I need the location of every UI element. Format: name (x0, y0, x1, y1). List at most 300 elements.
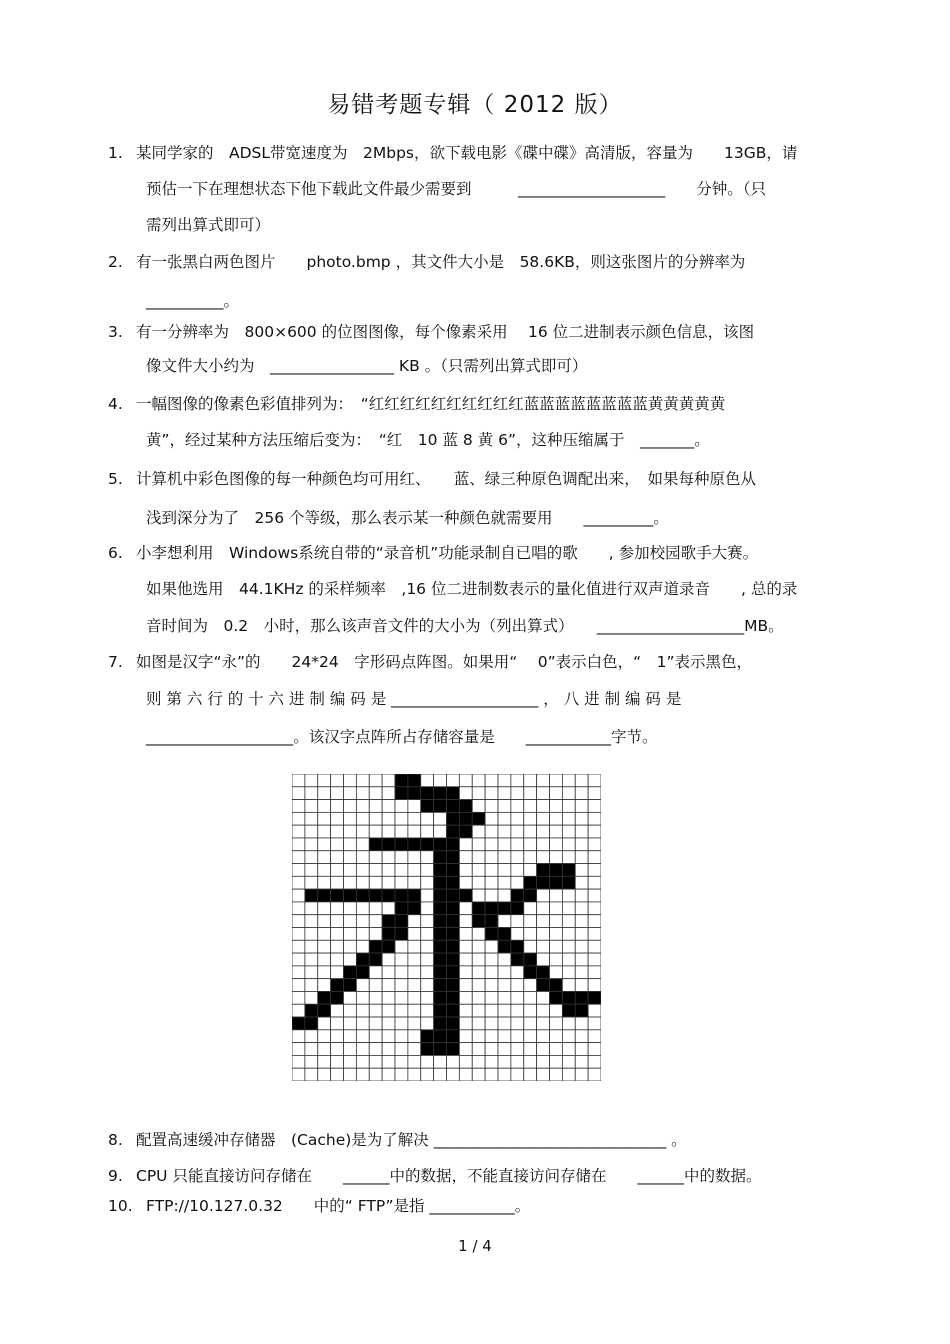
bitmap-cell-empty (537, 1017, 550, 1030)
bitmap-cell-empty (292, 1055, 305, 1068)
bitmap-cell-filled (485, 928, 498, 941)
bitmap-cell-empty (472, 876, 485, 889)
bitmap-svg (292, 774, 601, 1081)
bitmap-cell-empty (305, 966, 318, 979)
bitmap-cell-filled (472, 915, 485, 928)
bitmap-cell-empty (459, 928, 472, 941)
bitmap-cell-empty (369, 1068, 382, 1081)
bitmap-cell-empty (575, 966, 588, 979)
bitmap-cell-empty (562, 812, 575, 825)
bitmap-cell-filled (447, 851, 460, 864)
bitmap-cell-filled (537, 876, 550, 889)
bitmap-cell-empty (550, 851, 563, 864)
bitmap-cell-empty (550, 966, 563, 979)
bitmap-cell-empty (524, 1017, 537, 1030)
bitmap-cell-empty (588, 1043, 601, 1056)
bitmap-cell-empty (408, 1004, 421, 1017)
bitmap-cell-empty (485, 787, 498, 800)
bitmap-cell-empty (575, 774, 588, 787)
bitmap-cell-filled (421, 787, 434, 800)
bitmap-cell-filled (447, 812, 460, 825)
bitmap-cell-empty (382, 851, 395, 864)
bitmap-cell-empty (408, 825, 421, 838)
bitmap-cell-empty (356, 1055, 369, 1068)
bitmap-cell-empty (369, 979, 382, 992)
bitmap-cell-empty (459, 1043, 472, 1056)
bitmap-cell-empty (305, 915, 318, 928)
bitmap-cell-filled (395, 915, 408, 928)
bitmap-cell-empty (575, 953, 588, 966)
bitmap-cell-empty (421, 851, 434, 864)
bitmap-cell-empty (292, 825, 305, 838)
bitmap-cell-empty (356, 1043, 369, 1056)
bitmap-cell-empty (408, 1055, 421, 1068)
bitmap-cell-empty (524, 915, 537, 928)
bitmap-cell-empty (421, 889, 434, 902)
bitmap-cell-empty (408, 991, 421, 1004)
bitmap-cell-empty (485, 838, 498, 851)
bitmap-cell-empty (369, 851, 382, 864)
bitmap-cell-empty (408, 876, 421, 889)
bitmap-cell-empty (344, 1004, 357, 1017)
bitmap-cell-empty (369, 864, 382, 877)
question-text: 像文件大小约为 ________________ KB 。（只需列出算式即可） (146, 357, 588, 375)
bitmap-cell-empty (331, 1017, 344, 1030)
bitmap-cell-filled (447, 966, 460, 979)
bitmap-cell-empty (562, 851, 575, 864)
bitmap-cell-empty (562, 838, 575, 851)
bitmap-cell-empty (537, 991, 550, 1004)
bitmap-cell-empty (318, 876, 331, 889)
bitmap-cell-empty (511, 774, 524, 787)
bitmap-cell-filled (562, 864, 575, 877)
bitmap-cell-empty (331, 1055, 344, 1068)
bitmap-cell-filled (562, 991, 575, 1004)
question-number: 5. (108, 470, 123, 488)
bitmap-cell-empty (575, 928, 588, 941)
bitmap-cell-empty (472, 1068, 485, 1081)
bitmap-cell-filled (485, 915, 498, 928)
bitmap-cell-filled (550, 876, 563, 889)
question-text: 黄”，经过某种方法压缩后变为： “红 10 蓝 8 黄 6”，这种压缩属于 _______。 (146, 431, 710, 449)
bitmap-cell-empty (382, 966, 395, 979)
bitmap-cell-empty (498, 1017, 511, 1030)
bitmap-cell-empty (524, 1043, 537, 1056)
bitmap-cell-empty (524, 1030, 537, 1043)
bitmap-cell-empty (550, 1017, 563, 1030)
bitmap-cell-filled (511, 889, 524, 902)
bitmap-cell-filled (485, 902, 498, 915)
bitmap-cell-empty (562, 928, 575, 941)
bitmap-cell-empty (318, 1017, 331, 1030)
bitmap-cell-empty (331, 825, 344, 838)
bitmap-cell-empty (498, 876, 511, 889)
bitmap-cell-empty (459, 915, 472, 928)
bitmap-cell-empty (292, 838, 305, 851)
bitmap-cell-empty (524, 787, 537, 800)
bitmap-cell-empty (344, 1043, 357, 1056)
bitmap-cell-empty (369, 825, 382, 838)
bitmap-cell-empty (356, 825, 369, 838)
bitmap-cell-empty (395, 966, 408, 979)
bitmap-cell-empty (498, 1043, 511, 1056)
bitmap-cell-empty (459, 1004, 472, 1017)
bitmap-cell-empty (369, 876, 382, 889)
bitmap-cell-filled (447, 825, 460, 838)
bitmap-cell-empty (459, 966, 472, 979)
bitmap-cell-empty (550, 1068, 563, 1081)
bitmap-cell-empty (369, 966, 382, 979)
bitmap-cell-empty (382, 812, 395, 825)
bitmap-cell-empty (537, 928, 550, 941)
bitmap-cell-empty (485, 979, 498, 992)
document-title: 易错考题专辑（ 2012 版） (327, 92, 623, 118)
bitmap-cell-empty (511, 991, 524, 1004)
page-number: 1 / 4 (458, 1237, 492, 1255)
bitmap-cell-empty (331, 953, 344, 966)
bitmap-cell-empty (369, 991, 382, 1004)
bitmap-cell-empty (472, 1030, 485, 1043)
bitmap-cell-empty (562, 940, 575, 953)
bitmap-cell-filled (434, 889, 447, 902)
bitmap-cell-empty (292, 1030, 305, 1043)
bitmap-cell-filled (421, 838, 434, 851)
bitmap-cell-empty (356, 1004, 369, 1017)
question-number: 6. (108, 544, 123, 562)
bitmap-cell-empty (575, 1030, 588, 1043)
bitmap-cell-filled (408, 902, 421, 915)
bitmap-cell-empty (331, 1043, 344, 1056)
bitmap-cell-filled (434, 851, 447, 864)
bitmap-cell-empty (395, 800, 408, 813)
bitmap-cell-empty (588, 876, 601, 889)
bitmap-cell-filled (434, 966, 447, 979)
bitmap-cell-filled (447, 979, 460, 992)
bitmap-cell-empty (395, 1055, 408, 1068)
bitmap-cell-filled (382, 838, 395, 851)
bitmap-cell-empty (318, 838, 331, 851)
bitmap-cell-empty (550, 902, 563, 915)
bitmap-cell-empty (331, 800, 344, 813)
bitmap-cell-empty (421, 928, 434, 941)
bitmap-cell-empty (575, 812, 588, 825)
bitmap-cell-empty (331, 902, 344, 915)
bitmap-cell-empty (421, 915, 434, 928)
bitmap-cell-empty (421, 953, 434, 966)
bitmap-cell-empty (575, 800, 588, 813)
bitmap-cell-filled (434, 876, 447, 889)
bitmap-cell-empty (459, 864, 472, 877)
question-text: __________。 (146, 292, 240, 310)
bitmap-cell-empty (588, 1068, 601, 1081)
bitmap-cell-empty (421, 864, 434, 877)
bitmap-cell-empty (459, 876, 472, 889)
bitmap-cell-empty (459, 902, 472, 915)
bitmap-cell-filled (447, 864, 460, 877)
bitmap-cell-empty (369, 928, 382, 941)
bitmap-cell-empty (575, 915, 588, 928)
bitmap-cell-filled (344, 889, 357, 902)
bitmap-cell-empty (537, 1055, 550, 1068)
question-text: 如果他选用 44.1KHz 的采样频率 ,16 位二进制数表示的量化值进行双声道录音 , 总的录 (146, 580, 798, 598)
bitmap-cell-empty (331, 928, 344, 941)
bitmap-cell-empty (537, 940, 550, 953)
bitmap-cell-filled (434, 953, 447, 966)
bitmap-cell-empty (562, 1055, 575, 1068)
bitmap-cell-empty (524, 940, 537, 953)
bitmap-cell-filled (562, 876, 575, 889)
bitmap-cell-empty (524, 1055, 537, 1068)
bitmap-cell-filled (395, 787, 408, 800)
bitmap-cell-filled (447, 1004, 460, 1017)
bitmap-cell-empty (472, 940, 485, 953)
bitmap-cell-empty (588, 864, 601, 877)
bitmap-cell-filled (434, 838, 447, 851)
bitmap-cell-empty (575, 1055, 588, 1068)
bitmap-cell-empty (498, 889, 511, 902)
bitmap-cell-empty (550, 774, 563, 787)
bitmap-cell-empty (588, 800, 601, 813)
bitmap-cell-empty (318, 928, 331, 941)
bitmap-cell-filled (447, 838, 460, 851)
bitmap-cell-filled (472, 812, 485, 825)
bitmap-cell-empty (382, 864, 395, 877)
question-number: 10. (108, 1197, 133, 1215)
bitmap-cell-empty (382, 1030, 395, 1043)
bitmap-cell-empty (421, 1055, 434, 1068)
bitmap-cell-filled (434, 991, 447, 1004)
bitmap-cell-empty (318, 902, 331, 915)
bitmap-cell-empty (472, 966, 485, 979)
bitmap-cell-filled (550, 864, 563, 877)
bitmap-cell-empty (356, 979, 369, 992)
bitmap-cell-empty (472, 979, 485, 992)
question-text: 配置高速缓冲存储器 (Cache)是为了解决 ______________________________ 。 (136, 1131, 687, 1149)
bitmap-cell-empty (550, 787, 563, 800)
bitmap-cell-empty (421, 876, 434, 889)
bitmap-cell-empty (331, 787, 344, 800)
bitmap-cell-empty (382, 1017, 395, 1030)
bitmap-cell-empty (421, 902, 434, 915)
bitmap-cell-empty (498, 864, 511, 877)
bitmap-cell-empty (498, 812, 511, 825)
bitmap-cell-empty (292, 1004, 305, 1017)
bitmap-cell-empty (395, 979, 408, 992)
bitmap-cell-empty (369, 915, 382, 928)
bitmap-cell-empty (369, 800, 382, 813)
bitmap-cell-empty (292, 915, 305, 928)
bitmap-cell-empty (472, 787, 485, 800)
bitmap-cell-empty (562, 1017, 575, 1030)
question-number: 9. (108, 1167, 123, 1185)
question-number: 8. (108, 1131, 123, 1149)
bitmap-cell-empty (421, 966, 434, 979)
bitmap-cell-empty (537, 774, 550, 787)
bitmap-cell-filled (434, 915, 447, 928)
bitmap-cell-filled (498, 902, 511, 915)
bitmap-cell-empty (575, 825, 588, 838)
bitmap-cell-empty (344, 1055, 357, 1068)
bitmap-cell-empty (498, 1055, 511, 1068)
bitmap-cell-empty (472, 838, 485, 851)
bitmap-cell-empty (562, 800, 575, 813)
bitmap-cell-empty (588, 774, 601, 787)
bitmap-cell-filled (356, 966, 369, 979)
bitmap-cell-empty (562, 915, 575, 928)
question-text: 则 第 六 行 的 十 六 进 制 编 码 是 ___________________ ， 八 进 制 编 码 是 (146, 690, 682, 708)
bitmap-cell-empty (356, 838, 369, 851)
bitmap-cell-empty (331, 851, 344, 864)
bitmap-cell-empty (331, 1068, 344, 1081)
bitmap-cell-empty (421, 979, 434, 992)
bitmap-cell-filled (408, 787, 421, 800)
bitmap-cell-empty (369, 1055, 382, 1068)
bitmap-cell-empty (498, 1004, 511, 1017)
bitmap-cell-empty (537, 889, 550, 902)
bitmap-cell-empty (318, 825, 331, 838)
bitmap-cell-empty (472, 1043, 485, 1056)
bitmap-cell-empty (331, 812, 344, 825)
question-text: 需列出算式即可） (146, 216, 271, 234)
bitmap-cell-empty (292, 940, 305, 953)
bitmap-cell-filled (421, 1030, 434, 1043)
bitmap-cell-empty (511, 838, 524, 851)
bitmap-cell-empty (344, 902, 357, 915)
bitmap-cell-empty (575, 979, 588, 992)
bitmap-cell-empty (344, 787, 357, 800)
bitmap-cell-filled (524, 889, 537, 902)
bitmap-cell-empty (434, 825, 447, 838)
bitmap-cell-empty (485, 991, 498, 1004)
bitmap-cell-empty (524, 1068, 537, 1081)
bitmap-cell-empty (408, 979, 421, 992)
bitmap-cell-filled (537, 966, 550, 979)
bitmap-cell-empty (395, 825, 408, 838)
bitmap-cell-empty (395, 1017, 408, 1030)
bitmap-cell-empty (511, 800, 524, 813)
question-text: ___________________。该汉字点阵所占存储容量是 ___________字节。 (146, 728, 658, 746)
bitmap-cell-empty (382, 787, 395, 800)
bitmap-cell-empty (369, 1004, 382, 1017)
bitmap-cell-filled (292, 1017, 305, 1030)
bitmap-cell-filled (447, 1043, 460, 1056)
bitmap-cell-filled (434, 1030, 447, 1043)
bitmap-cell-filled (434, 928, 447, 941)
bitmap-cell-empty (588, 838, 601, 851)
bitmap-cell-empty (382, 991, 395, 1004)
bitmap-cell-empty (472, 800, 485, 813)
bitmap-cell-empty (485, 889, 498, 902)
bitmap-cell-empty (588, 787, 601, 800)
bitmap-cell-empty (344, 940, 357, 953)
bitmap-cell-empty (562, 979, 575, 992)
bitmap-cell-empty (318, 1055, 331, 1068)
bitmap-cell-filled (588, 991, 601, 1004)
bitmap-cell-empty (511, 1043, 524, 1056)
bitmap-cell-empty (562, 1043, 575, 1056)
bitmap-cell-filled (434, 787, 447, 800)
bitmap-cell-empty (575, 902, 588, 915)
bitmap-cell-empty (408, 940, 421, 953)
bitmap-cell-empty (395, 991, 408, 1004)
bitmap-cell-empty (562, 825, 575, 838)
bitmap-cell-empty (421, 812, 434, 825)
bitmap-cell-empty (472, 928, 485, 941)
question-text: CPU 只能直接访问存储在 ______中的数据，不能直接访问存储在 ______中的数据。 (136, 1167, 762, 1185)
bitmap-cell-empty (292, 953, 305, 966)
bitmap-cell-empty (498, 966, 511, 979)
bitmap-cell-empty (369, 774, 382, 787)
bitmap-cell-filled (305, 1017, 318, 1030)
bitmap-cell-empty (562, 966, 575, 979)
question-text: 有一分辨率为 800×600 的位图图像，每个像素采用 16 位二进制表示颜色信息，该图 (136, 323, 755, 341)
bitmap-cell-empty (498, 825, 511, 838)
bitmap-cell-empty (331, 774, 344, 787)
bitmap-cell-filled (434, 864, 447, 877)
bitmap-cell-empty (537, 851, 550, 864)
bitmap-cell-filled (305, 1004, 318, 1017)
bitmap-cell-empty (356, 1068, 369, 1081)
bitmap-cell-empty (395, 953, 408, 966)
bitmap-cell-empty (588, 889, 601, 902)
bitmap-cell-empty (305, 1055, 318, 1068)
bitmap-cell-empty (550, 953, 563, 966)
bitmap-cell-empty (447, 1055, 460, 1068)
bitmap-cell-empty (344, 928, 357, 941)
bitmap-cell-empty (421, 940, 434, 953)
bitmap-cell-empty (356, 902, 369, 915)
bitmap-cell-empty (344, 991, 357, 1004)
bitmap-cell-empty (459, 838, 472, 851)
bitmap-cell-empty (537, 1004, 550, 1017)
bitmap-cell-empty (498, 774, 511, 787)
bitmap-cell-empty (498, 991, 511, 1004)
bitmap-cell-empty (588, 915, 601, 928)
bitmap-cell-empty (408, 1017, 421, 1030)
bitmap-cell-empty (331, 940, 344, 953)
bitmap-cell-filled (331, 991, 344, 1004)
bitmap-cell-filled (395, 902, 408, 915)
bitmap-cell-empty (292, 787, 305, 800)
bitmap-cell-empty (524, 838, 537, 851)
bitmap-cell-filled (447, 902, 460, 915)
bitmap-cell-empty (588, 1055, 601, 1068)
bitmap-cell-filled (447, 800, 460, 813)
bitmap-cell-filled (447, 940, 460, 953)
bitmap-cell-empty (498, 787, 511, 800)
bitmap-cell-empty (318, 940, 331, 953)
bitmap-cell-empty (485, 966, 498, 979)
bitmap-cell-filled (434, 1004, 447, 1017)
bitmap-cell-empty (318, 800, 331, 813)
bitmap-cell-empty (550, 915, 563, 928)
bitmap-cell-filled (524, 953, 537, 966)
bitmap-cell-filled (498, 940, 511, 953)
bitmap-cell-empty (472, 864, 485, 877)
bitmap-cell-empty (459, 1017, 472, 1030)
bitmap-cell-empty (292, 928, 305, 941)
bitmap-cell-empty (537, 787, 550, 800)
bitmap-cell-empty (331, 966, 344, 979)
bitmap-cell-empty (382, 800, 395, 813)
bitmap-cell-empty (344, 864, 357, 877)
bitmap-cell-empty (459, 851, 472, 864)
bitmap-cell-empty (524, 979, 537, 992)
bitmap-cell-empty (305, 1068, 318, 1081)
bitmap-cell-empty (485, 876, 498, 889)
bitmap-cell-empty (588, 1004, 601, 1017)
bitmap-cell-empty (537, 915, 550, 928)
